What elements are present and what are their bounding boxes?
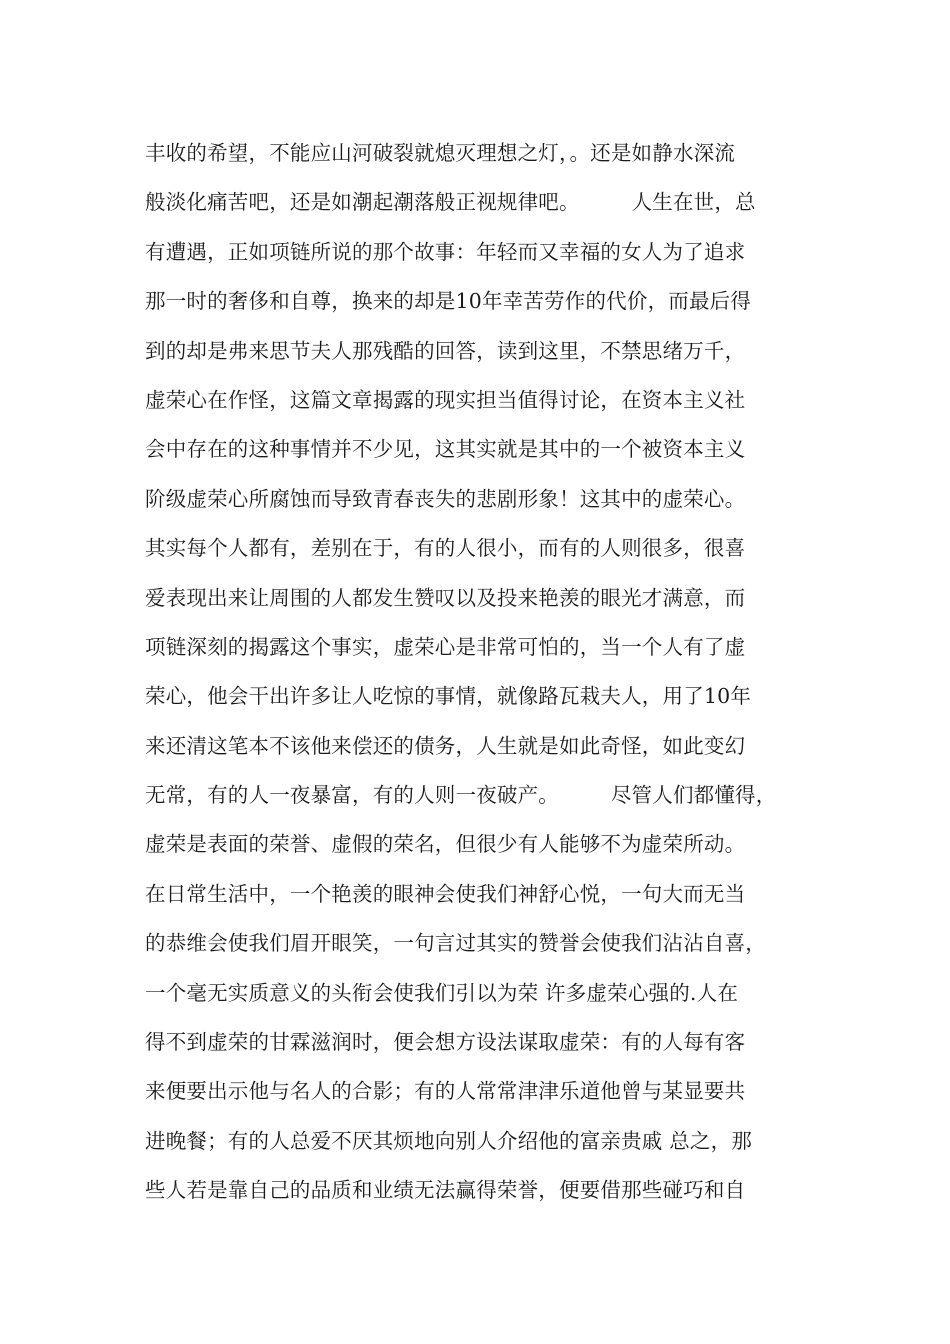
text-line-3: 有遭遇，正如项链所说的那个故事：年轻而又幸福的女人为了追求 xyxy=(145,239,746,264)
text-line-18: 一个毫无实质意义的头衔会使我们引以为荣 许多虚荣心强的.人在 xyxy=(145,980,739,1005)
text-line-6: 虚荣心在作怪，这篇文章揭露的现实担当值得讨论，在资本主义社 xyxy=(145,387,746,412)
text-line-20: 来便要出示他与名人的合影；有的人常常津津乐道他曾与某显要共 xyxy=(145,1079,746,1104)
text-line-1: 丰收的希望，不能应山河破裂就熄灭理想之灯，。还是如静水深流 xyxy=(145,141,736,165)
text-line-14: 无常，有的人一夜暴富，有的人则一夜破产。 尽管人们都懂得， xyxy=(145,783,777,808)
text-line-16: 在日常生活中，一个艳羡的眼神会使我们神舒心悦，一句大而无当 xyxy=(145,881,746,906)
text-line-13: 来还清这笔本不该他来偿还的债务，人生就是如此奇怪，如此变幻 xyxy=(145,733,746,758)
text-line-4: 那一时的奢侈和自尊，换来的却是10年幸苦劳作的代价，而最后得 xyxy=(145,289,752,314)
text-line-22: 些人若是靠自己的品质和业绩无法赢得荣誉，便要借那些碰巧和自 xyxy=(145,1178,746,1203)
text-line-7: 会中存在的这种事情并不少见，这其实就是其中的一个被资本主义 xyxy=(145,437,746,462)
text-line-9: 其实每个人都有，差别在于，有的人很小，而有的人则很多，很喜 xyxy=(145,536,746,561)
text-line-11: 项链深刻的揭露这个事实，虚荣心是非常可怕的，当一个人有了虚 xyxy=(145,634,746,659)
text-line-21: 进晚餐；有的人总爱不厌其烦地向别人介绍他的富亲贵戚 总之，那 xyxy=(145,1128,753,1153)
text-line-19: 得不到虚荣的甘霖滋润时，便会想方设法谋取虚荣：有的人每有客 xyxy=(145,1030,746,1055)
text-line-17: 的恭维会使我们眉开眼笑，一句言过其实的赞誉会使我们沾沾自喜， xyxy=(145,931,766,956)
text-line-12: 荣心，他会干出许多让人吃惊的事情，就像路瓦栽夫人，用了10年 xyxy=(145,684,752,709)
text-line-15: 虚荣是表面的荣誉、虚假的荣名，但很少有人能够不为虚荣所动。 xyxy=(145,832,746,857)
text-line-5: 到的却是弗来思节夫人那残酷的回答，读到这里，不禁思绪万千， xyxy=(145,338,746,363)
text-line-8: 阶级虚荣心所腐蚀而导致青春丧失的悲剧形象！这其中的虚荣心。 xyxy=(145,486,746,511)
document-body xyxy=(145,129,825,1216)
text-line-2: 般淡化痛苦吧，还是如潮起潮落般正视规律吧。 人生在世，总 xyxy=(145,190,756,215)
text-line-10: 爱表现出来让周围的人都发生赞叹以及投来艳羡的眼光才满意，而 xyxy=(145,585,746,610)
